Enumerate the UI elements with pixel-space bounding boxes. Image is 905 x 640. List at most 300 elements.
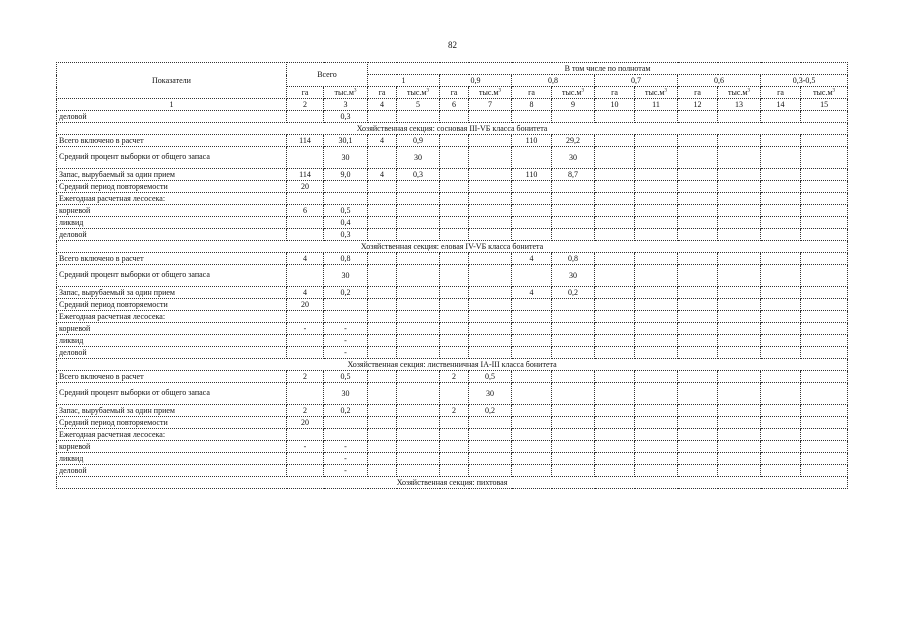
table-cell: [761, 253, 801, 265]
table-cell: [718, 253, 761, 265]
table-cell: [469, 287, 512, 299]
table-cell: [801, 217, 848, 229]
table-cell: [440, 229, 469, 241]
table-row: [57, 147, 848, 169]
table-cell: [440, 335, 469, 347]
table-row: [57, 465, 848, 477]
row-label: Всего включено в расчет: [57, 135, 287, 147]
table-cell: [397, 299, 440, 311]
table-cell: [801, 111, 848, 123]
table-cell: 4: [512, 253, 552, 265]
row-label: деловой: [57, 347, 287, 359]
header-unit-12: [761, 87, 801, 99]
column-number: 1: [57, 99, 287, 111]
table-cell: [440, 287, 469, 299]
table-row: [57, 135, 848, 147]
table-cell: [368, 311, 397, 323]
table-cell: [718, 135, 761, 147]
unit-text: тыс.м: [813, 87, 833, 97]
table-cell: [761, 453, 801, 465]
table-cell: [397, 347, 440, 359]
table-cell: [552, 371, 595, 383]
table-cell: [595, 265, 635, 287]
row-label: корневой: [57, 323, 287, 335]
table-cell: [469, 429, 512, 441]
table-cell: [761, 229, 801, 241]
table-cell: [512, 265, 552, 287]
table-cell: [469, 253, 512, 265]
header-unit-4: [440, 87, 469, 99]
header-unit-0: [287, 87, 324, 99]
table-cell: [469, 465, 512, 477]
row-label: ликвид: [57, 453, 287, 465]
header-density-3: 0,7: [595, 75, 678, 87]
row-label: Всего включено в расчет: [57, 253, 287, 265]
table-row: [57, 347, 848, 359]
table-cell: 20: [287, 417, 324, 429]
unit-text: га: [528, 87, 535, 97]
table-cell: [397, 253, 440, 265]
row-label: деловой: [57, 111, 287, 123]
table-cell: [635, 169, 678, 181]
table-cell: [635, 453, 678, 465]
table-cell: [678, 135, 718, 147]
table-cell: [440, 265, 469, 287]
row-label: Средний процент выборки от общего запаса: [57, 147, 287, 169]
table-cell: [595, 335, 635, 347]
table-cell: [801, 253, 848, 265]
table-cell: [440, 181, 469, 193]
column-number: 9: [552, 99, 595, 111]
unit-sup: 3: [426, 87, 429, 93]
table-cell: [469, 453, 512, 465]
table-cell: 4: [368, 135, 397, 147]
table-cell: [718, 441, 761, 453]
table-cell: [635, 111, 678, 123]
table-cell: [368, 287, 397, 299]
table-cell: [801, 371, 848, 383]
table-row: [57, 193, 848, 205]
row-label: ликвид: [57, 335, 287, 347]
table-cell: [718, 347, 761, 359]
table-cell: [287, 383, 324, 405]
table-cell: 0,4: [324, 217, 368, 229]
table-cell: [397, 453, 440, 465]
table-cell: [440, 453, 469, 465]
table-cell: [761, 181, 801, 193]
header-unit-2: [368, 87, 397, 99]
table-cell: [512, 147, 552, 169]
table-cell: [761, 135, 801, 147]
table-cell: [595, 383, 635, 405]
table-cell: [324, 299, 368, 311]
table-cell: [512, 441, 552, 453]
header-unit-7: [552, 87, 595, 99]
section-title: Хозяйственная секция: лиственничная IA-III класса бонитета: [57, 359, 848, 371]
table-cell: 6: [287, 205, 324, 217]
table-cell: [287, 111, 324, 123]
table-cell: [718, 217, 761, 229]
unit-text: тыс.м: [479, 87, 499, 97]
column-number: 11: [635, 99, 678, 111]
table-cell: [287, 229, 324, 241]
table-cell: [397, 111, 440, 123]
table-cell: [512, 417, 552, 429]
table-cell: [552, 323, 595, 335]
table-cell: [718, 417, 761, 429]
table-cell: [595, 135, 635, 147]
table-cell: [469, 147, 512, 169]
table-cell: [635, 205, 678, 217]
section-title: Хозяйственная секция: сосновая III-VБ класса бонитета: [57, 123, 848, 135]
table-cell: [761, 371, 801, 383]
table-cell: [287, 193, 324, 205]
table-cell: -: [324, 465, 368, 477]
table-cell: [595, 453, 635, 465]
table-cell: [595, 205, 635, 217]
table-cell: [718, 147, 761, 169]
section-title: Хозяйственная секция: еловая IV-VБ класса бонитета: [57, 241, 848, 253]
row-label: ликвид: [57, 217, 287, 229]
table-cell: [368, 253, 397, 265]
table-cell: [635, 383, 678, 405]
table-cell: [552, 405, 595, 417]
table-cell: [440, 253, 469, 265]
table-cell: [635, 417, 678, 429]
row-label: корневой: [57, 205, 287, 217]
column-number: 4: [368, 99, 397, 111]
table-cell: [440, 111, 469, 123]
table-cell: 30: [469, 383, 512, 405]
table-cell: [635, 405, 678, 417]
unit-sup: 3: [353, 87, 357, 93]
table-row: [57, 299, 848, 311]
table-cell: [595, 111, 635, 123]
table-cell: [512, 465, 552, 477]
header-unit-6: [512, 87, 552, 99]
table-cell: [469, 217, 512, 229]
unit-text: га: [777, 87, 784, 97]
unit-text: тыс.м: [562, 87, 582, 97]
table-cell: [718, 205, 761, 217]
table-cell: 30: [552, 265, 595, 287]
table-cell: [552, 429, 595, 441]
header-density-1: 0,9: [440, 75, 512, 87]
table-cell: [368, 383, 397, 405]
table-cell: [761, 217, 801, 229]
table-row: [57, 405, 848, 417]
table-cell: [761, 193, 801, 205]
table-cell: 0,2: [469, 405, 512, 417]
table-cell: [469, 111, 512, 123]
table-cell: [368, 193, 397, 205]
table-cell: [718, 265, 761, 287]
table-row: [57, 217, 848, 229]
table-cell: [469, 311, 512, 323]
table-cell: [678, 265, 718, 287]
row-label: Всего включено в расчет: [57, 371, 287, 383]
table-cell: [635, 147, 678, 169]
unit-text: тыс.м: [645, 87, 665, 97]
table-cell: [397, 193, 440, 205]
table-cell: [287, 265, 324, 287]
table-cell: [761, 287, 801, 299]
table-cell: [397, 287, 440, 299]
table-row: [57, 453, 848, 465]
table-cell: [595, 405, 635, 417]
table-cell: [552, 465, 595, 477]
table-cell: [440, 383, 469, 405]
table-row: [57, 429, 848, 441]
table-cell: -: [324, 441, 368, 453]
table-row: [57, 229, 848, 241]
table-cell: [397, 217, 440, 229]
table-cell: [678, 465, 718, 477]
table-row: [57, 335, 848, 347]
table-cell: [801, 453, 848, 465]
table-cell: [595, 299, 635, 311]
table-cell: [761, 147, 801, 169]
allowable-cut-table: [56, 62, 848, 489]
table-cell: [469, 135, 512, 147]
table-cell: [397, 323, 440, 335]
table-cell: [801, 417, 848, 429]
table-row: [57, 169, 848, 181]
table-cell: [512, 429, 552, 441]
unit-sup: 3: [581, 87, 584, 93]
table-cell: [678, 405, 718, 417]
table-cell: 110: [512, 169, 552, 181]
table-cell: [368, 111, 397, 123]
table-cell: [718, 371, 761, 383]
table-cell: [678, 299, 718, 311]
table-cell: [440, 205, 469, 217]
table-cell: [801, 287, 848, 299]
table-cell: [368, 347, 397, 359]
header-unit-5: [469, 87, 512, 99]
table-cell: [368, 335, 397, 347]
table-cell: [595, 229, 635, 241]
table-cell: [678, 287, 718, 299]
table-cell: [761, 299, 801, 311]
table-cell: [801, 335, 848, 347]
header-unit-10: [678, 87, 718, 99]
table-cell: [397, 335, 440, 347]
table-cell: [469, 323, 512, 335]
table-cell: [368, 429, 397, 441]
table-cell: -: [324, 453, 368, 465]
table-row: [57, 441, 848, 453]
table-cell: [440, 311, 469, 323]
table-cell: [761, 405, 801, 417]
unit-text: га: [378, 87, 386, 97]
table-cell: [397, 417, 440, 429]
unit-sup: 3: [498, 87, 501, 93]
table-cell: [287, 347, 324, 359]
table-cell: 30: [552, 147, 595, 169]
table-cell: [678, 169, 718, 181]
unit-sup: 3: [832, 87, 836, 93]
row-label: Средний период повторяемости: [57, 299, 287, 311]
table-cell: [635, 181, 678, 193]
table-row: [57, 311, 848, 323]
table-cell: [287, 311, 324, 323]
table-cell: [552, 335, 595, 347]
column-number: 6: [440, 99, 469, 111]
table-cell: [635, 217, 678, 229]
table-cell: [801, 193, 848, 205]
table-cell: [678, 111, 718, 123]
table-cell: 2: [287, 405, 324, 417]
table-cell: [440, 217, 469, 229]
table-cell: [761, 347, 801, 359]
column-number: 15: [801, 99, 848, 111]
table-cell: [635, 465, 678, 477]
table-cell: -: [324, 347, 368, 359]
column-number: 5: [397, 99, 440, 111]
header-unit-8: [595, 87, 635, 99]
table-cell: [635, 253, 678, 265]
table-cell: [397, 441, 440, 453]
header-including: В том числе по полнотам: [368, 63, 848, 75]
column-number: 14: [761, 99, 801, 111]
row-label: Запас, вырубаемый за один прием: [57, 169, 287, 181]
table-cell: [552, 299, 595, 311]
table-cell: [469, 205, 512, 217]
table-cell: [287, 147, 324, 169]
table-cell: [718, 181, 761, 193]
table-cell: [368, 147, 397, 169]
table-cell: [761, 265, 801, 287]
table-cell: [512, 383, 552, 405]
table-cell: [635, 287, 678, 299]
table-cell: 0,3: [324, 229, 368, 241]
unit-text: тыс.м: [407, 87, 427, 97]
table-cell: [678, 417, 718, 429]
row-label: Запас, вырубаемый за один прием: [57, 405, 287, 417]
unit-text: тыс.м: [334, 87, 354, 97]
table-cell: [368, 265, 397, 287]
table-cell: [469, 229, 512, 241]
row-label: Средний процент выборки от общего запаса: [57, 265, 287, 287]
table-cell: 30: [324, 265, 368, 287]
table-cell: [397, 383, 440, 405]
column-number: 3: [324, 99, 368, 111]
table-cell: 2: [440, 371, 469, 383]
table-cell: [368, 299, 397, 311]
table-cell: [552, 229, 595, 241]
table-cell: [801, 429, 848, 441]
table-cell: [512, 405, 552, 417]
header-indicators: Показатели: [57, 63, 287, 99]
table-cell: [761, 169, 801, 181]
section-row: [57, 123, 848, 135]
table-cell: [635, 441, 678, 453]
table-cell: 4: [287, 287, 324, 299]
table-cell: 0,2: [324, 405, 368, 417]
table-cell: [552, 383, 595, 405]
table-cell: [552, 453, 595, 465]
table-cell: [440, 323, 469, 335]
table-cell: 110: [512, 135, 552, 147]
table-cell: [801, 465, 848, 477]
table-cell: [469, 169, 512, 181]
table-cell: [761, 111, 801, 123]
header-unit-11: [718, 87, 761, 99]
table-cell: [678, 453, 718, 465]
table-cell: [368, 441, 397, 453]
table-cell: [801, 205, 848, 217]
table-cell: [287, 335, 324, 347]
table-cell: [718, 429, 761, 441]
row-label: деловой: [57, 229, 287, 241]
row-label: Запас, вырубаемый за один прием: [57, 287, 287, 299]
table-cell: 29,2: [552, 135, 595, 147]
table-cell: [552, 193, 595, 205]
table-cell: 0,3: [397, 169, 440, 181]
table-cell: 4: [512, 287, 552, 299]
table-cell: [718, 323, 761, 335]
header-density-4: 0,6: [678, 75, 761, 87]
table-cell: [801, 383, 848, 405]
table-cell: [678, 147, 718, 169]
table-cell: [512, 181, 552, 193]
table-cell: [397, 229, 440, 241]
table-cell: [635, 347, 678, 359]
table-cell: [801, 311, 848, 323]
table-cell: [512, 371, 552, 383]
table-cell: 114: [287, 169, 324, 181]
unit-text: га: [301, 87, 309, 97]
table-cell: [678, 205, 718, 217]
table-cell: [635, 335, 678, 347]
table-cell: [368, 205, 397, 217]
table-cell: [678, 323, 718, 335]
table-cell: [635, 371, 678, 383]
table-cell: [678, 335, 718, 347]
table-cell: -: [324, 335, 368, 347]
table-cell: [397, 181, 440, 193]
table-cell: [469, 193, 512, 205]
table-cell: [678, 429, 718, 441]
table-cell: [397, 311, 440, 323]
section-row: [57, 359, 848, 371]
table-cell: [718, 311, 761, 323]
table-cell: [512, 299, 552, 311]
table-cell: [368, 181, 397, 193]
table-cell: [469, 335, 512, 347]
table-cell: [761, 417, 801, 429]
table-cell: [440, 347, 469, 359]
table-cell: [397, 205, 440, 217]
table-cell: [595, 371, 635, 383]
table-cell: [397, 465, 440, 477]
table-cell: 2: [287, 371, 324, 383]
table-cell: [761, 383, 801, 405]
table-cell: [440, 441, 469, 453]
table-cell: [287, 429, 324, 441]
table-cell: [801, 169, 848, 181]
table-cell: [552, 441, 595, 453]
table-cell: [678, 229, 718, 241]
table-cell: 0,8: [324, 253, 368, 265]
table-row: [57, 181, 848, 193]
unit-sup: 3: [747, 87, 750, 93]
header-unit-9: [635, 87, 678, 99]
table-cell: [440, 169, 469, 181]
table-cell: [469, 441, 512, 453]
table-cell: 0,5: [469, 371, 512, 383]
